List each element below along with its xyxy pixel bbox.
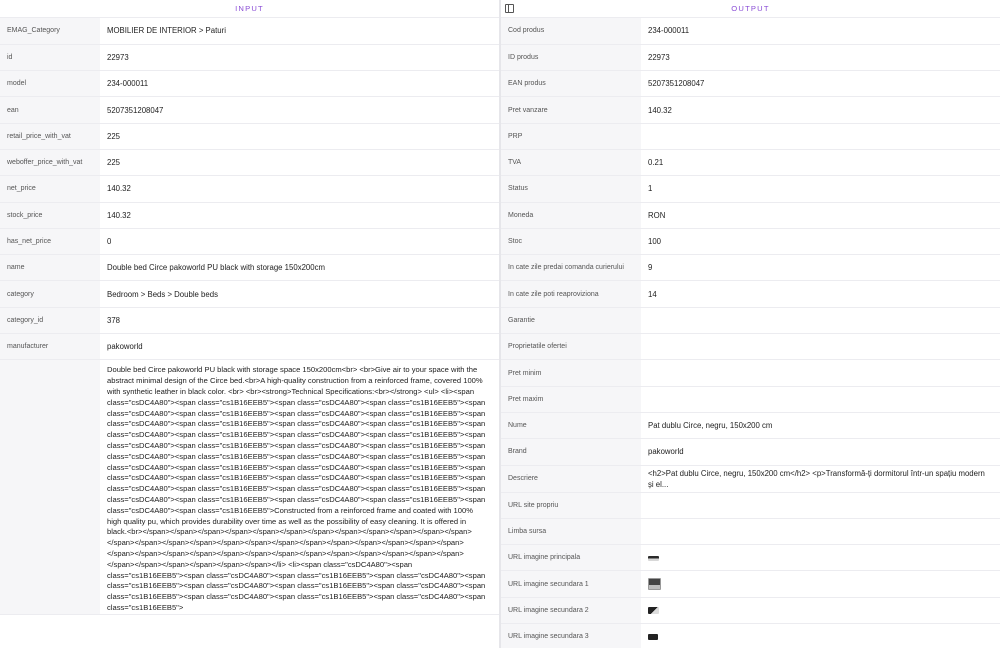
input-row <box>0 202 499 228</box>
input-field-value[interactable]: 140.32 <box>100 202 499 228</box>
output-field-label: Garantie <box>501 307 641 333</box>
output-row <box>501 18 1000 44</box>
input-row <box>0 123 499 149</box>
input-field-value[interactable]: 140.32 <box>100 176 499 202</box>
output-field-value[interactable] <box>641 334 1000 360</box>
output-field-label: TVA <box>501 149 641 175</box>
bed-thumbnail-icon[interactable] <box>648 578 661 590</box>
output-image-row <box>501 597 1000 623</box>
output-field-value[interactable] <box>641 360 1000 386</box>
input-field-value[interactable]: 225 <box>100 123 499 149</box>
input-field-label: category <box>0 281 100 307</box>
input-field-label: weboffer_price_with_vat <box>0 149 100 175</box>
input-field-value[interactable]: 5207351208047 <box>100 97 499 123</box>
output-field-value[interactable]: 100 <box>641 228 1000 254</box>
output-row <box>501 492 1000 518</box>
input-row <box>0 228 499 254</box>
input-field-label: has_net_price <box>0 228 100 254</box>
input-field-value[interactable]: 225 <box>100 149 499 175</box>
input-field-value[interactable]: 234-000011 <box>100 71 499 97</box>
bed-thumbnail-icon[interactable] <box>648 607 659 614</box>
output-image-value[interactable] <box>641 571 1000 597</box>
output-field-value[interactable]: 5207351208047 <box>641 71 1000 97</box>
input-header: INPUT <box>0 0 499 18</box>
input-field-label: ean <box>0 97 100 123</box>
expand-panel-icon[interactable] <box>505 4 514 13</box>
output-field-label: URL site propriu <box>501 492 641 518</box>
output-row <box>501 465 1000 492</box>
output-header <box>501 0 1000 18</box>
input-field-value[interactable]: MOBILIER DE INTERIOR > Paturi <box>100 18 499 44</box>
input-field-label: EMAG_Category <box>0 18 100 44</box>
output-row <box>501 149 1000 175</box>
output-row <box>501 281 1000 307</box>
input-row <box>0 18 499 44</box>
output-row <box>501 386 1000 412</box>
output-field-label: ID produs <box>501 44 641 70</box>
output-field-label: Pret maxim <box>501 386 641 412</box>
input-field-value[interactable]: 22973 <box>100 44 499 70</box>
output-field-value[interactable] <box>641 123 1000 149</box>
output-image-value[interactable] <box>641 597 1000 623</box>
output-image-value[interactable] <box>641 545 1000 571</box>
output-field-label: In cate zile poti reaproviziona <box>501 281 641 307</box>
output-image-label: URL imagine secundara 1 <box>501 571 641 597</box>
output-panel <box>501 0 1000 648</box>
output-table <box>501 18 1000 648</box>
output-image-row <box>501 571 1000 597</box>
input-description-label <box>0 360 100 614</box>
output-row <box>501 307 1000 333</box>
input-field-label: id <box>0 44 100 70</box>
output-row <box>501 360 1000 386</box>
input-field-label: net_price <box>0 176 100 202</box>
output-row <box>501 518 1000 544</box>
output-field-label: Pret vanzare <box>501 97 641 123</box>
output-row <box>501 412 1000 438</box>
output-field-label: In cate zile predai comanda curierului <box>501 255 641 281</box>
input-field-label: retail_price_with_vat <box>0 123 100 149</box>
output-image-row <box>501 624 1000 648</box>
output-field-value[interactable]: 1 <box>641 176 1000 202</box>
output-field-value[interactable] <box>641 518 1000 544</box>
output-row <box>501 439 1000 465</box>
bed-thumbnail-icon[interactable] <box>648 556 659 561</box>
output-image-label: URL imagine secundara 3 <box>501 624 641 648</box>
input-field-label: stock_price <box>0 202 100 228</box>
output-field-label: EAN produs <box>501 71 641 97</box>
input-description-row <box>0 360 499 614</box>
output-row <box>501 202 1000 228</box>
output-field-value[interactable]: 234-000011 <box>641 18 1000 44</box>
input-row <box>0 149 499 175</box>
input-row <box>0 255 499 281</box>
output-row <box>501 44 1000 70</box>
output-image-value[interactable] <box>641 624 1000 648</box>
output-field-label: Brand <box>501 439 641 465</box>
input-field-label: model <box>0 71 100 97</box>
output-field-value[interactable]: 14 <box>641 281 1000 307</box>
input-table <box>0 18 499 615</box>
input-row <box>0 97 499 123</box>
bed-thumbnail-icon[interactable] <box>648 634 658 640</box>
output-field-value[interactable] <box>641 492 1000 518</box>
output-header-label: OUTPUT <box>731 4 770 13</box>
input-row <box>0 334 499 360</box>
input-description-value[interactable]: Double bed Circe pakoworld PU black with storage space 150x200cm<br> <br>Give air to your space with the abstract minimal design of the Circe bed.<br>A high-quality construction from a reinforced frame, covered 100% with synthetic leather in black color. <br> <br><strong>Technical Specifications:<br></strong> <ul> <li><span class="csDC4A80"><span class="cs1B16EEB5"><span class="csDC4A80"><span class="cs1B16EEB5"><span class="csDC4A80"><span class="cs1B16EEB5"><span class="csDC4A80"><span class="cs1B16EEB5"><span class="csDC4A80"><span class="cs1B16EEB5"><span class="csDC4A80"><span class="cs1B16EEB5"><span class="csDC4A80"><span class="cs1B16EEB5"><span class="csDC4A80"><span class="cs1B16EEB5"><span class="csDC4A80"><span class="cs1B16EEB5"><span class="csDC4A80"><span class="cs1B16EEB5"><span class="csDC4A80"><span class="cs1B16EEB5"><span class="csDC4A80"><span class="cs1B16EEB5"><span class="csDC4A80"><span class="cs1B16EEB5"><span class="csDC4A80"><span class="cs1B16EEB5"><span class="csDC4A80"><span class="cs1B16EEB5"><span class="csDC4A80"><span class="cs1B16EEB5"><span class="csDC4A80"><span class="cs1B16EEB5"><span class="csDC4A80"><span class="cs1B16EEB5"><span class="csDC4A80"><span class="cs1B16EEB5"><span class="csDC4A80"><span class="cs1B16EEB5"><span class="csDC4A80"><span class="cs1B16EEB5">Constructed from a reinforced frame and coated with 100% high quality pu, which provides durability over time as well as the possibility of easy cleaning. It is offered in black.<br></span></span></span></span></span></span></span></span></span></span></span></span></span></span></span></span></span></span></span></span></span></span></span></span></span></span></span></span></span></span></span></span></span></span></span></span></span></span></span></span></span></span></span></span></li> <li><span class="csDC4A80"><span class="cs1B16EEB5"><span class="csDC4A80"><span class="cs1B16EEB5"><span class="csDC4A80"><span class="cs1B16EEB5"><span class="csDC4A80"><span class="cs1B16EEB5"><span class="csDC4A80"><span class="cs1B16EEB5"><span class="csDC4A80"><span class="cs1B16EEB5"><span class="csDC4A80"><span class="cs1B16EEB5"> <box>100 360 499 614</box>
output-field-value[interactable]: RON <box>641 202 1000 228</box>
output-row <box>501 71 1000 97</box>
output-field-value[interactable] <box>641 307 1000 333</box>
output-field-label: Descriere <box>501 465 641 492</box>
output-row <box>501 255 1000 281</box>
input-field-value[interactable]: 378 <box>100 307 499 333</box>
output-field-value[interactable] <box>641 386 1000 412</box>
output-field-label: Status <box>501 176 641 202</box>
output-field-label: Cod produs <box>501 18 641 44</box>
input-field-label: name <box>0 255 100 281</box>
output-image-row <box>501 545 1000 571</box>
output-field-value[interactable]: 0.21 <box>641 149 1000 175</box>
output-field-label: Pret minim <box>501 360 641 386</box>
output-image-label: URL imagine principala <box>501 545 641 571</box>
output-field-label: Limba sursa <box>501 518 641 544</box>
output-row <box>501 228 1000 254</box>
output-image-label: URL imagine secundara 2 <box>501 597 641 623</box>
input-field-label: manufacturer <box>0 334 100 360</box>
input-field-label: category_id <box>0 307 100 333</box>
output-field-label: Proprietatile ofertei <box>501 334 641 360</box>
input-field-value[interactable]: Bedroom > Beds > Double beds <box>100 281 499 307</box>
output-field-value[interactable]: 9 <box>641 255 1000 281</box>
input-row <box>0 71 499 97</box>
output-field-value[interactable]: pakoworld <box>641 439 1000 465</box>
input-row <box>0 176 499 202</box>
input-row <box>0 281 499 307</box>
output-field-label: PRP <box>501 123 641 149</box>
output-field-value[interactable]: Pat dublu Circe, negru, 150x200 cm <box>641 412 1000 438</box>
input-field-value[interactable]: 0 <box>100 228 499 254</box>
output-field-value[interactable]: <h2>Pat dublu Circe, negru, 150x200 cm</h2> <p>Transformă-ți dormitorul într-un spațiu modern și el... <box>641 465 1000 492</box>
output-row <box>501 334 1000 360</box>
output-field-label: Moneda <box>501 202 641 228</box>
output-field-value[interactable]: 22973 <box>641 44 1000 70</box>
output-field-label: Nume <box>501 412 641 438</box>
input-field-value[interactable]: pakoworld <box>100 334 499 360</box>
output-row <box>501 176 1000 202</box>
output-field-value[interactable]: 140.32 <box>641 97 1000 123</box>
input-field-value[interactable]: Double bed Circe pakoworld PU black with storage 150x200cm <box>100 255 499 281</box>
input-panel <box>0 0 499 648</box>
input-row <box>0 44 499 70</box>
output-row <box>501 97 1000 123</box>
output-row <box>501 123 1000 149</box>
input-row <box>0 307 499 333</box>
output-field-label: Stoc <box>501 228 641 254</box>
